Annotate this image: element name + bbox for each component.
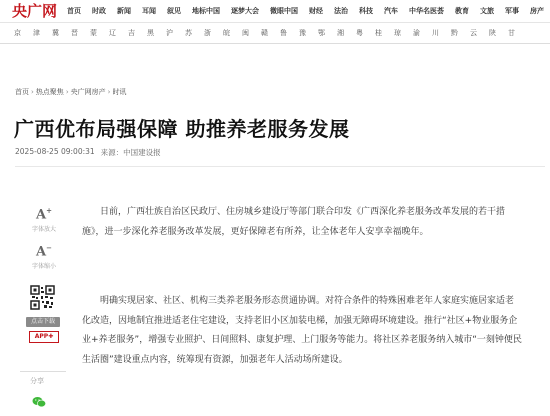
- title-divider: [15, 166, 545, 167]
- region-item[interactable]: 渝: [413, 29, 420, 37]
- font-decrease-label: 字体缩小: [31, 263, 56, 271]
- article-paragraph: 明确实现居家、社区、机构三类养老服务形态贯通协调。对符合条件的特殊困难老年人家庭实施居家适老化改造，因地制宜推进适老住宅建设，支持老旧小区加装电梯，加强无障碍环境建设。推行“社区+物业服务企业+养老服务”，增强专业照护、日间照料、康复护理、上门服务等能力。将社区养老服务纳入城市“一刻钟便民生活圈”建设重点内容，统筹现有资源，加强老年人活动场所建设。: [82, 296, 522, 365]
- font-increase-label: 字体放大: [31, 226, 56, 234]
- region-item[interactable]: 陕: [489, 29, 496, 37]
- nav-item[interactable]: 耳闻: [142, 7, 156, 15]
- region-item[interactable]: 吉: [128, 29, 135, 37]
- breadcrumb-separator: ›: [65, 88, 69, 96]
- font-decrease-icon: A−: [36, 243, 52, 260]
- region-item[interactable]: 琼: [394, 29, 401, 37]
- region-item[interactable]: 冀: [52, 29, 59, 37]
- qr-code-icon: [30, 285, 55, 310]
- region-item[interactable]: 京: [14, 29, 21, 37]
- font-increase-button[interactable]: [29, 203, 59, 233]
- breadcrumb-item[interactable]: 首页: [15, 88, 29, 96]
- breadcrumb-separator: ›: [31, 88, 34, 96]
- nav-item[interactable]: 汽车: [384, 7, 398, 15]
- site-logo[interactable]: 央广网: [12, 2, 58, 20]
- region-item[interactable]: 赣: [261, 29, 268, 37]
- region-item[interactable]: 豫: [299, 29, 306, 37]
- region-item[interactable]: 鄂: [318, 29, 325, 37]
- nav-item[interactable]: 财经: [309, 7, 323, 15]
- nav-item[interactable]: 中华名医荟: [409, 7, 444, 15]
- region-item[interactable]: 桂: [375, 29, 382, 37]
- article-source: 来源：中国建设报: [100, 148, 161, 157]
- region-item[interactable]: 黑: [147, 29, 154, 37]
- share-divider: [20, 371, 66, 372]
- region-item[interactable]: 闽: [242, 29, 249, 37]
- nav-item[interactable]: 地标中国: [192, 7, 220, 15]
- region-nav: [0, 23, 550, 44]
- nav-item[interactable]: 军事: [505, 7, 519, 15]
- font-increase-icon: A+: [36, 206, 52, 223]
- region-item[interactable]: 甘: [508, 29, 515, 37]
- region-item[interactable]: 川: [432, 29, 439, 37]
- article-date: 2025-08-25 09:00:31: [15, 147, 95, 156]
- nav-item[interactable]: 房产: [530, 7, 544, 15]
- region-item[interactable]: 湘: [337, 29, 344, 37]
- nav-item[interactable]: 教育: [455, 7, 469, 15]
- font-decrease-button[interactable]: [29, 240, 59, 270]
- breadcrumb-item[interactable]: 央广网房产: [70, 88, 106, 96]
- region-item[interactable]: 蒙: [90, 29, 97, 37]
- nav-item[interactable]: 首页: [67, 7, 81, 15]
- region-item[interactable]: 津: [33, 29, 40, 37]
- region-item[interactable]: 云: [470, 29, 477, 37]
- download-button[interactable]: 点击下载: [26, 317, 60, 327]
- nav-item[interactable]: 叙见: [167, 7, 181, 15]
- nav-item[interactable]: 时政: [92, 7, 106, 15]
- nav-item[interactable]: 文旅: [480, 7, 494, 15]
- app-badge[interactable]: APP✚: [29, 331, 59, 343]
- region-item[interactable]: 黔: [451, 29, 458, 37]
- breadcrumb: [15, 87, 126, 97]
- article-paragraph: 日前，广西壮族自治区民政厅、住房城乡建设厅等部门联合印发《广西深化养老服务改革发展的若干措施》，进一步深化养老服务改革发展，更好保障老有所养，让全体老年人安享幸福晚年。: [82, 207, 506, 237]
- breadcrumb-item[interactable]: 热点聚焦: [35, 88, 64, 96]
- breadcrumb-separator: ›: [107, 88, 111, 96]
- region-item[interactable]: 浙: [204, 29, 211, 37]
- article-title: 广西优布局强保障 助推养老服务发展: [14, 117, 350, 141]
- nav-item[interactable]: 法治: [334, 7, 348, 15]
- region-item[interactable]: 苏: [185, 29, 192, 37]
- region-item[interactable]: 晋: [71, 29, 78, 37]
- region-item[interactable]: 鲁: [280, 29, 287, 37]
- nav-item[interactable]: 微眼中国: [270, 7, 298, 15]
- wechat-icon[interactable]: [32, 396, 46, 408]
- region-item[interactable]: 皖: [223, 29, 230, 37]
- nav-item[interactable]: 逐梦大会: [231, 7, 259, 15]
- region-item[interactable]: 沪: [166, 29, 173, 37]
- nav-item[interactable]: 新闻: [117, 7, 131, 15]
- main-nav: [67, 0, 550, 22]
- breadcrumb-item[interactable]: 时讯: [112, 88, 127, 96]
- nav-item[interactable]: 科技: [359, 7, 373, 15]
- article-meta: [15, 147, 161, 158]
- share-label: 分享: [30, 377, 44, 385]
- region-item[interactable]: 粤: [356, 29, 363, 37]
- top-nav-bar: [0, 0, 550, 23]
- region-item[interactable]: 辽: [109, 29, 116, 37]
